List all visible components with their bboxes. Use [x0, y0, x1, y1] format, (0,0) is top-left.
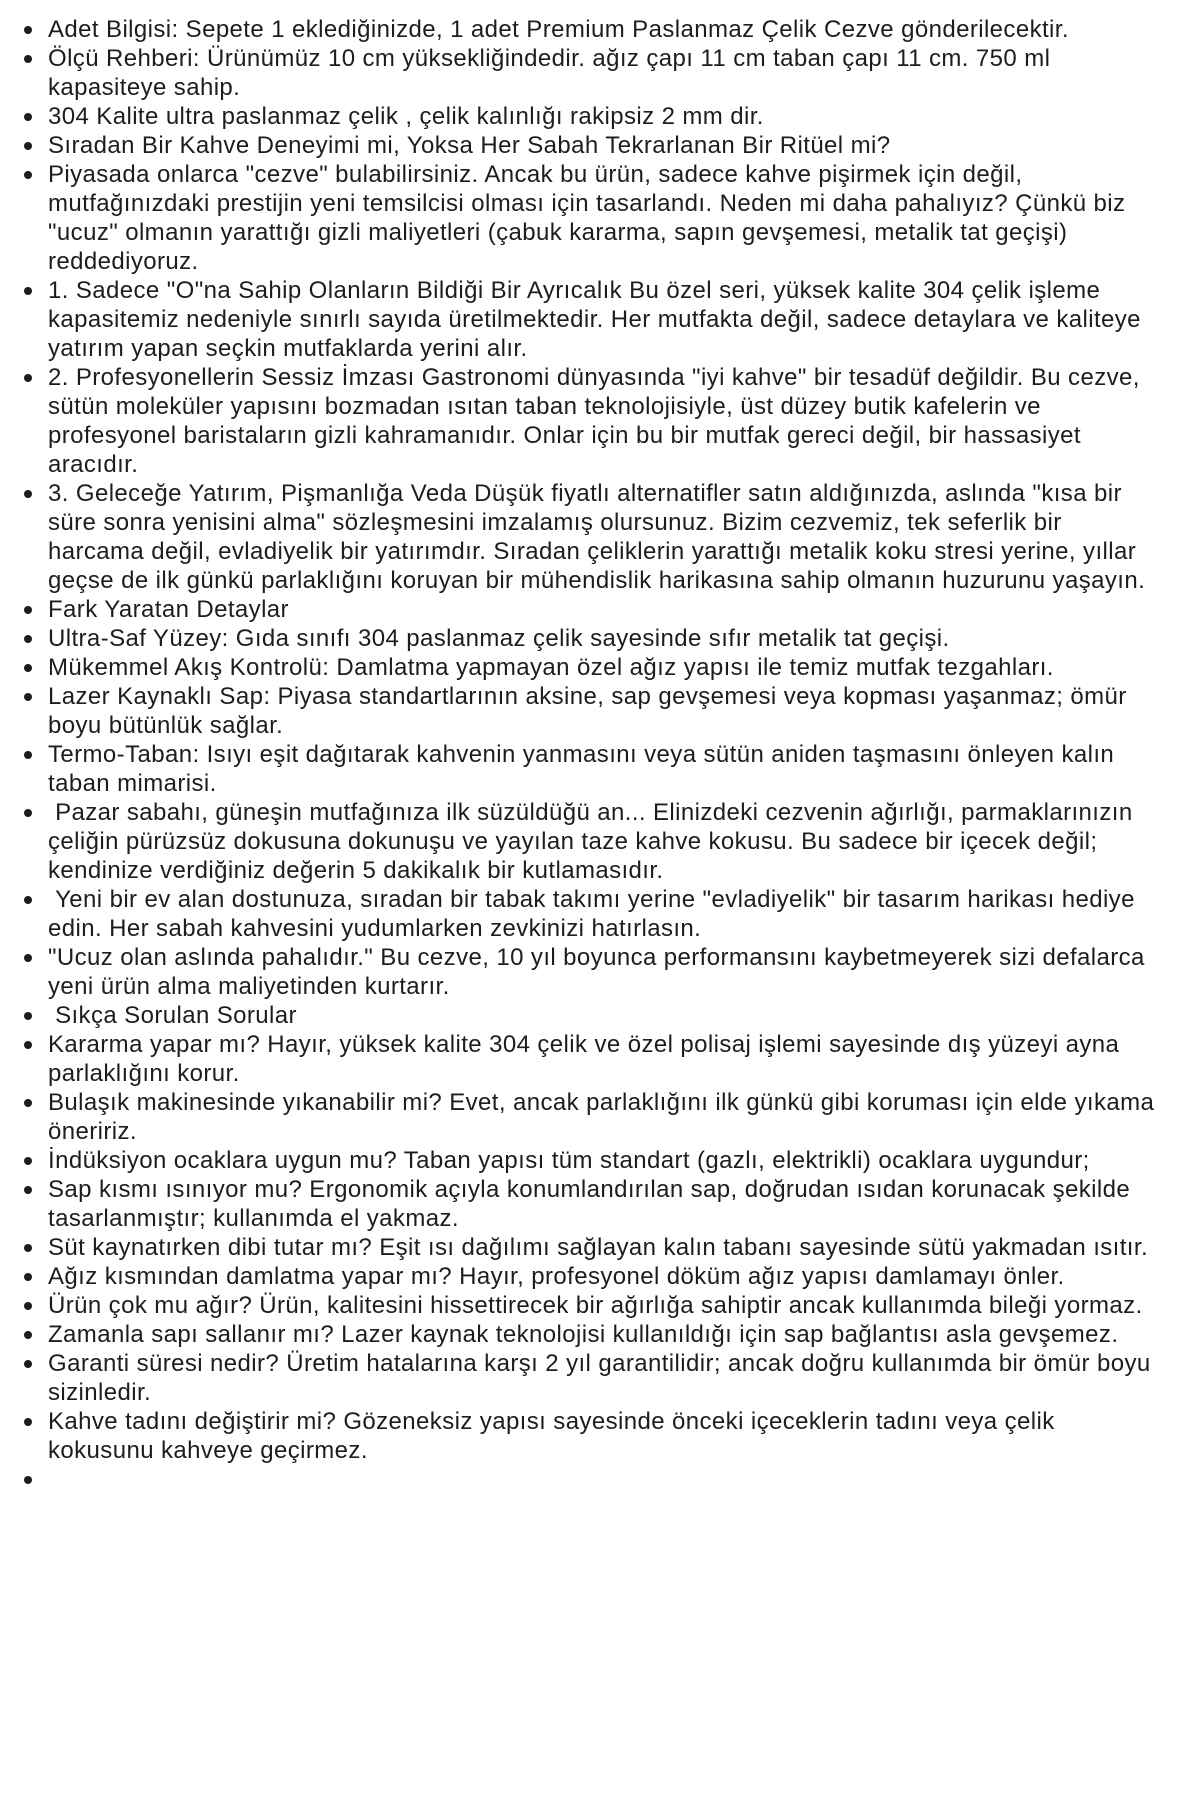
- bullet-icon: [24, 809, 32, 817]
- bullet-text: Mükemmel Akış Kontrolü: Damlatma yapmayan özel ağız yapısı ile temiz mutfak tezgahları.: [48, 654, 1054, 681]
- bullet-icon: [24, 1302, 32, 1310]
- bullet-text: Termo-Taban: Isıyı eşit dağıtarak kahvenin yanmasını veya sütün aniden taşmasını önleyen kalın taban mimarisi.: [48, 741, 1122, 797]
- list-item: [24, 131, 1160, 160]
- bullet-icon: [24, 1476, 32, 1484]
- list-item: [24, 682, 1160, 740]
- list-item: [24, 479, 1160, 595]
- bullet-icon: [24, 1012, 32, 1020]
- bullet-icon: [24, 113, 32, 121]
- bullet-text: Adet Bilgisi: Sepete 1 eklediğinizde, 1 adet Premium Paslanmaz Çelik Cezve gönderilecektir.: [48, 16, 1069, 43]
- bullet-icon: [24, 1273, 32, 1281]
- bullet-icon: [24, 693, 32, 701]
- list-item: [24, 653, 1160, 682]
- bullet-icon: [24, 374, 32, 382]
- bullet-text: 3. Geleceğe Yatırım, Pişmanlığa Veda Düşük fiyatlı alternatifler satın aldığınızda, aslında "kısa bir süre sonra yenisini alma" sözleşmesini imzalamış olursunuz. Bizim cezvemiz, tek seferlik bir harcama değil, evladiyelik bir yatırımdır. Sıradan çeliklerin yarattığı metalik koku stresi yerine, yıllar geçse de ilk günkü parlaklığını koruyan bir mühendislik harikasına sahip olmanın huzurunu yaşayın.: [48, 480, 1146, 594]
- bullet-text: Bulaşık makinesinde yıkanabilir mi? Evet, ancak parlaklığını ilk günkü gibi koruması için elde yıkama öneririz.: [48, 1089, 1162, 1145]
- bullet-text: Ürün çok mu ağır? Ürün, kalitesini hissettirecek bir ağırlığa sahiptir ancak kullanımda bileği yormaz.: [48, 1292, 1143, 1319]
- bullet-icon: [24, 142, 32, 150]
- bullet-text: Fark Yaratan Detaylar: [48, 596, 289, 623]
- list-item: [24, 1320, 1160, 1349]
- bullet-text: [48, 1465, 1160, 1494]
- list-item: [24, 1233, 1160, 1262]
- bullet-text: Sıkça Sorulan Sorular: [48, 1002, 297, 1029]
- bullet-text: 1. Sadece "O"na Sahip Olanların Bildiği Bir Ayrıcalık Bu özel seri, yüksek kalite 304 çelik işleme kapasitemiz nedeniyle sınırlı sayıda üretilmektedir. Her mutfakta değil, sadece detaylara ve kaliteye yatırım yapan seçkin mutfaklarda yerini alır.: [48, 277, 1148, 362]
- list-item: [24, 44, 1160, 102]
- bullet-text: Kararma yapar mı? Hayır, yüksek kalite 304 çelik ve özel polisaj işlemi sayesinde dış yüzeyi ayna parlaklığını korur.: [48, 1031, 1127, 1087]
- list-item: [24, 740, 1160, 798]
- bullet-icon: [24, 1244, 32, 1252]
- bullet-icon: [24, 1157, 32, 1165]
- bullet-text: Süt kaynatırken dibi tutar mı? Eşit ısı dağılımı sağlayan kalın tabanı sayesinde sütü yakmadan ısıtır.: [48, 1234, 1149, 1261]
- list-item: [24, 1291, 1160, 1320]
- bullet-icon: [24, 26, 32, 34]
- list-item: [24, 1088, 1160, 1146]
- list-item: [24, 1030, 1160, 1088]
- bullet-text: İndüksiyon ocaklara uygun mu? Taban yapısı tüm standart (gazlı, elektrikli) ocaklara uygundur;: [48, 1147, 1090, 1174]
- list-item: [24, 102, 1160, 131]
- bullet-text: Pazar sabahı, güneşin mutfağınıza ilk süzüldüğü an... Elinizdeki cezvenin ağırlığı, parmaklarınızın çeliğin pürüzsüz dokusuna dokunuşu ve yayılan taze kahve kokusu. Bu sadece bir içecek değil; kendinize verdiğiniz değerin 5 dakikalık bir kutlamasıdır.: [48, 799, 1140, 884]
- list-item: [24, 1146, 1160, 1175]
- bullet-text: Kahve tadını değiştirir mi? Gözeneksiz yapısı sayesinde önceki içeceklerin tadını veya çelik kokusunu kahveye geçirmez.: [48, 1408, 1062, 1464]
- bullet-icon: [24, 1186, 32, 1194]
- list-item: [24, 15, 1160, 44]
- bullet-text: Ölçü Rehberi: Ürünümüz 10 cm yüksekliğindedir. ağız çapı 11 cm taban çapı 11 cm. 750 ml kapasiteye sahip.: [48, 45, 1058, 101]
- bullet-text: "Ucuz olan aslında pahalıdır." Bu cezve, 10 yıl boyunca performansını kaybetmeyerek sizi defalarca yeni ürün alma maliyetinden kurtarır.: [48, 944, 1152, 1000]
- list-item: [24, 798, 1160, 885]
- bullet-icon: [24, 896, 32, 904]
- bullet-text: Garanti süresi nedir? Üretim hatalarına karşı 2 yıl garantilidir; ancak doğru kullanımda bir ömür boyu sizinledir.: [48, 1350, 1158, 1406]
- bullet-text: Piyasada onlarca "cezve" bulabilirsiniz. Ancak bu ürün, sadece kahve pişirmek için değil, mutfağınızdaki prestijin yeni temsilcisi olması için tasarlandı. Neden mi daha pahalıyız? Çünkü biz "ucuz" olmanın yarattığı gizli maliyetleri (çabuk kararma, sapın gevşemesi, metalik tat geçişi) reddediyoruz.: [48, 161, 1133, 275]
- list-item: [24, 276, 1160, 363]
- list-item: [24, 1001, 1160, 1030]
- list-item: [24, 1465, 1160, 1494]
- bullet-icon: [24, 635, 32, 643]
- list-item: [24, 160, 1160, 276]
- list-item: [24, 363, 1160, 479]
- bullet-icon: [24, 664, 32, 672]
- bullet-text: 304 Kalite ultra paslanmaz çelik , çelik kalınlığı rakipsiz 2 mm dir.: [48, 103, 764, 130]
- bullet-icon: [24, 1331, 32, 1339]
- list-item: [24, 1349, 1160, 1407]
- bullet-text: Zamanla sapı sallanır mı? Lazer kaynak teknolojisi kullanıldığı için sap bağlantısı asla gevşemez.: [48, 1321, 1119, 1348]
- bullet-icon: [24, 1041, 32, 1049]
- bullet-icon: [24, 751, 32, 759]
- bullet-icon: [24, 1360, 32, 1368]
- bullet-icon: [24, 287, 32, 295]
- bullet-icon: [24, 55, 32, 63]
- bullet-text: 2. Profesyonellerin Sessiz İmzası Gastronomi dünyasında "iyi kahve" bir tesadüf değildir. Bu cezve, sütün moleküler yapısını bozmadan ısıtan taban teknolojisiyle, üst düzey butik kafelerin ve profesyonel baristaların gizli kahramanıdır. Onlar için bu bir mutfak gereci değil, bir hassasiyet aracıdır.: [48, 364, 1147, 478]
- bullet-icon: [24, 1099, 32, 1107]
- bullet-icon: [24, 171, 32, 179]
- bullet-icon: [24, 490, 32, 498]
- bullet-icon: [24, 606, 32, 614]
- list-item: [24, 1262, 1160, 1291]
- bullet-text: Sap kısmı ısınıyor mu? Ergonomik açıyla konumlandırılan sap, doğrudan ısıdan korunacak şekilde tasarlanmıştır; kullanımda el yakmaz.: [48, 1176, 1138, 1232]
- bullet-icon: [24, 1418, 32, 1426]
- bullet-text: Ultra-Saf Yüzey: Gıda sınıfı 304 paslanmaz çelik sayesinde sıfır metalik tat geçişi.: [48, 625, 950, 652]
- list-item: [24, 943, 1160, 1001]
- list-item: [24, 595, 1160, 624]
- bullet-text: Lazer Kaynaklı Sap: Piyasa standartlarının aksine, sap gevşemesi veya kopması yaşanmaz; ömür boyu bütünlük sağlar.: [48, 683, 1134, 739]
- bullet-text: Sıradan Bir Kahve Deneyimi mi, Yoksa Her Sabah Tekrarlanan Bir Ritüel mi?: [48, 132, 891, 159]
- list-item: [24, 1175, 1160, 1233]
- bullet-text: Ağız kısmından damlatma yapar mı? Hayır, profesyonel döküm ağız yapısı damlamayı önler.: [48, 1263, 1065, 1290]
- list-item: [24, 624, 1160, 653]
- list-item: [24, 1407, 1160, 1465]
- list-item: [24, 885, 1160, 943]
- bullet-text: Yeni bir ev alan dostunuza, sıradan bir tabak takımı yerine "evladiyelik" bir tasarım harikası hediye edin. Her sabah kahvesini yudumlarken zevkinizi hatırlasın.: [48, 886, 1142, 942]
- bullet-icon: [24, 954, 32, 962]
